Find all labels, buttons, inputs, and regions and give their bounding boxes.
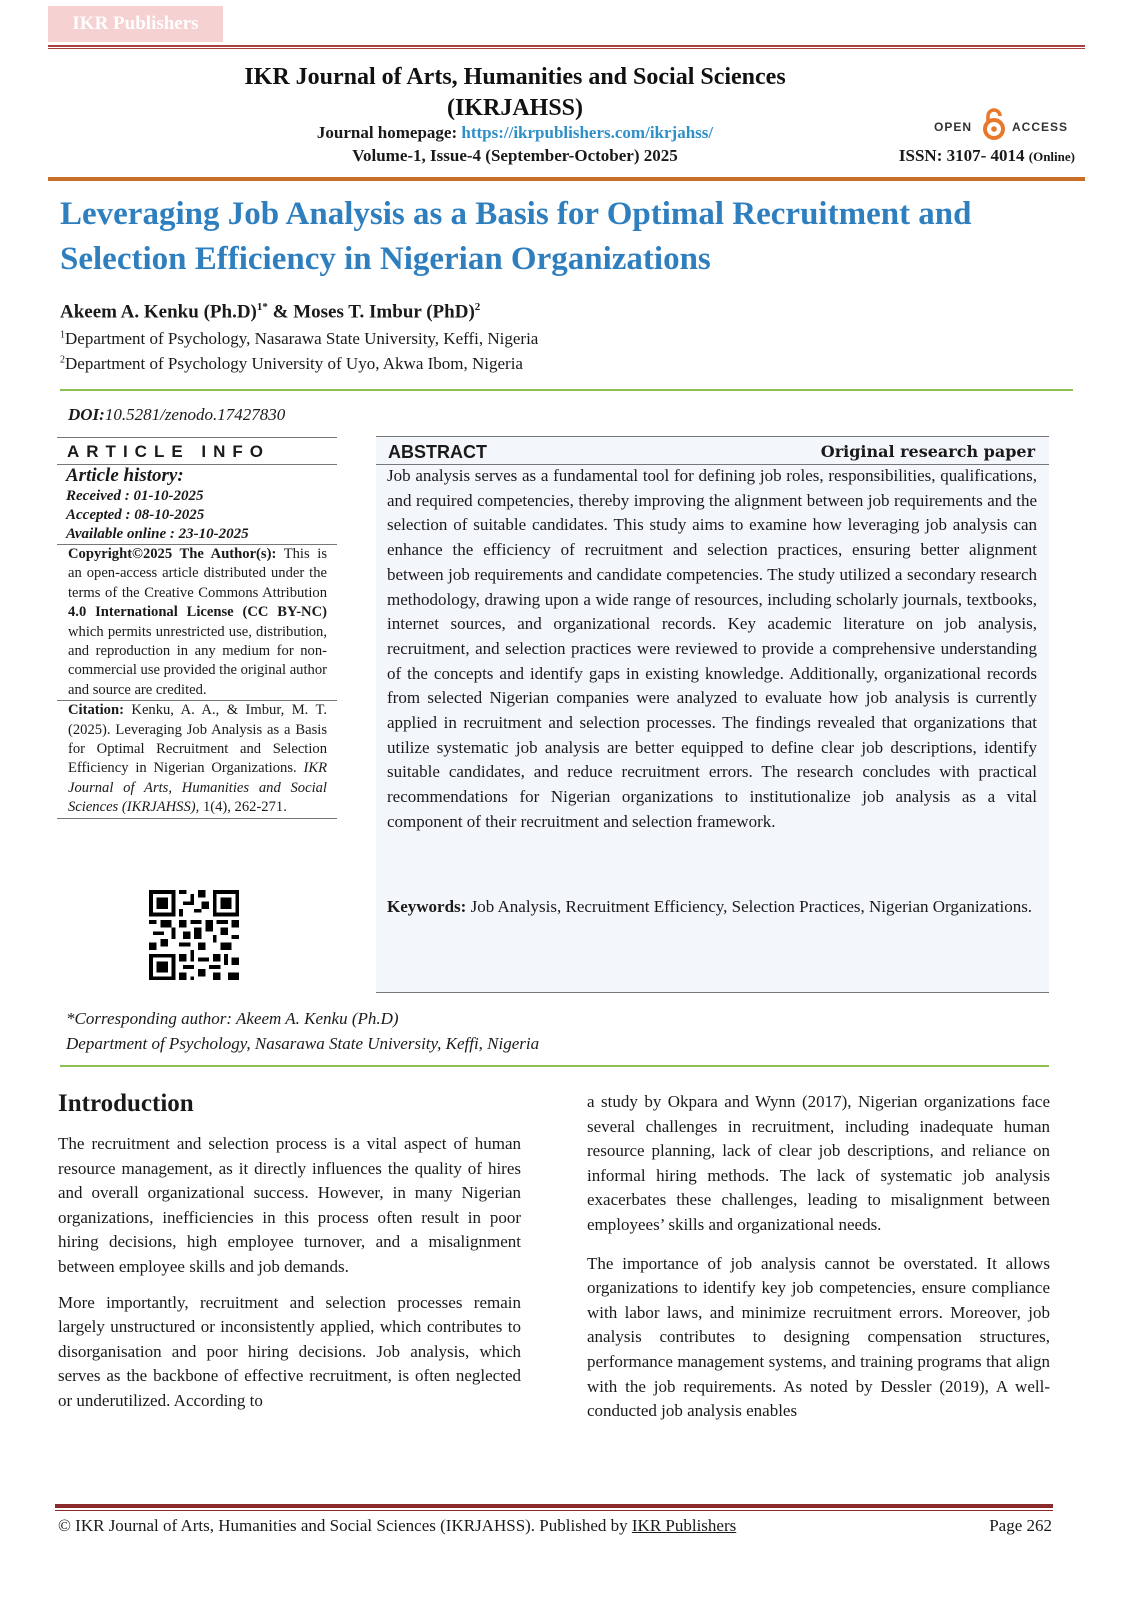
article-info-column: [57, 437, 337, 819]
abstract-text: Job analysis serves as a fundamental tool for defining job roles, responsibilities, qualifications, and required competencies, thereby improving the alignment between job requirements and the selection of suitable candidates. This study aims to examine how leveraging job analysis can enhance the efficiency of recruitment and selection practices, ensuring better alignment between job requirements and candidate competencies. The study utilized a secondary research methodology, drawing upon a wide range of resources, including scholarly journals, textbooks, internet sources, and organizational records. Key academic literature on job analysis, recruitment, and selection practices were reviewed to provide a comprehensive understanding of the concepts and identify gaps in existing knowledge. Additionally, organizational records from selected Nigerian companies were analyzed to evaluate how job analysis is currently applied in recruitment and selection processes. The findings revealed that organizations that utilize systematic job analysis are better equipped to define clear job descriptions, identify suitable candidates, and reduce recruitment errors. The research concludes with practical recommendations for Nigerian organizations to institutionalize job analysis as a vital component of their recruitment and selection framework.: [387, 466, 1037, 831]
authors: Akeem A. Kenku $(Ph.D)^{1*}$ & Moses T. Imbur (PhD)$^2$: [60, 301, 481, 323]
paper-type: Original research paper: [820, 442, 1035, 461]
citation: Citation: Kenku, A. A., & Imbur, M. T. (2025). Leveraging Job Analysis as a Basis for Optimal Recruitment and Selection Efficiency in Nigerian Organizations. IKR Journal of Arts, Humanities and Social Sciences (IKRJAHSS), 1(4), 262-271.: [68, 702, 327, 816]
affiliation-1: $^1$Department of Psychology, Nasarawa State University, Keffi, Nigeria: [60, 329, 539, 348]
body-paragraph: The recruitment and selection process is a vital aspect of human resource management, as it directly influences the quality of hires and overall organizational success. However, in many Nigerian organizations, inefficiencies in this process often result in poor hiring decisions, high employee turnover, and a misalignment between employee skills and job demands.: [58, 1134, 521, 1276]
publisher-badge: IKR Publishers: [48, 6, 223, 42]
doi: DOI:10.5281/zenodo.17427830: [68, 405, 286, 424]
accepted-date: Accepted : 08-10-2025: [66, 507, 205, 523]
issn: ISSN: 3107- 4014 (Online): [898, 146, 1075, 165]
header-orange-rule: [48, 177, 1085, 181]
header-rule: [48, 45, 1085, 49]
divider-green-2: [60, 1065, 1049, 1067]
section-heading-introduction: Introduction: [58, 1090, 194, 1117]
divider-green: [60, 389, 1073, 391]
article-history-label: Article history:: [66, 465, 184, 486]
open-access-logo: OPEN ACCESS: [934, 106, 1074, 144]
abstract-box: [376, 436, 1049, 993]
qr-code-icon[interactable]: [146, 890, 242, 980]
doi-link[interactable]: 10.5281/zenodo.17427830: [104, 405, 286, 424]
abstract-heading: ABSTRACT: [388, 442, 487, 462]
footer-text: © IKR Journal of Arts, Humanities and Social Sciences (IKRJAHSS). Published by IKR Publishers: [58, 1516, 737, 1535]
paper-title: Leveraging Job Analysis as a Basis for Optimal Recruitment and Selection Efficiency in Nigerian Organizations: [60, 196, 972, 277]
received-date: Received : 01-10-2025: [66, 488, 204, 504]
publisher-link[interactable]: IKR Publishers: [631, 1516, 737, 1535]
body-column-left: [58, 1088, 521, 1425]
article-info-heading: ARTICLE INFO: [67, 442, 270, 461]
affiliation-2: $^2$Department of Psychology University of Uyo, Akwa Ibom, Nigeria: [60, 354, 523, 373]
body-paragraph: The importance of job analysis cannot be overstated. It allows organizations to identify key job competencies, ensure compliance with labor laws, and minimize recruitment errors. Moreover, job analysis contributes to designing compensation structures, performance management systems, and training programs that align with the job requirements. As noted by Dessler (2019), A well-conducted job analysis enables: [587, 1253, 1050, 1421]
copyright-notice: Copyright©2025 The Author(s): This is an open-access article distributed under the terms of the Creative Commons Attribution 4.0 International License (CC BY-NC) which permits unrestricted use, distribution, and reproduction in any medium for non-commercial use provided the original author and source are credited.: [68, 546, 327, 698]
open-access-lock-icon: [981, 108, 1007, 140]
footer-rule: [55, 1504, 1053, 1508]
journal-volume: Volume-1, Issue-4 (September-October) 2025: [352, 146, 678, 165]
keywords: Keywords: Job Analysis, Recruitment Efficiency, Selection Practices, Nigerian Organizations.: [387, 897, 1033, 916]
body-paragraph: a study by Okpara and Wynn (2017), Nigerian organizations face several challenges in recruitment, including inadequate human resource planning, lack of clear job descriptions, and reliance on informal hiring methods. The lack of systematic job analysis exacerbates these challenges, leading to misalignment between employees’ skills and organizational needs.: [587, 1092, 1050, 1234]
journal-title: IKR Journal of Arts, Humanities and Social Sciences (IKRJAHSS): [244, 64, 786, 121]
available-date: Available online : 23-10-2025: [66, 526, 249, 542]
page-number: Page 262: [989, 1516, 1052, 1535]
journal-homepage: Journal homepage: https://ikrpublishers.com/ikrjahss/: [316, 123, 714, 142]
homepage-link[interactable]: https://ikrpublishers.com/ikrjahss/: [461, 123, 714, 142]
body-paragraph: More importantly, recruitment and selection processes remain largely unstructured or inconsistently applied, which contributes to disorganisation and poor hiring decisions. Job analysis, which serves as the backbone of effective recruitment, is often neglected or underutilized. According to: [58, 1292, 521, 1410]
body-column-right: [587, 1090, 1050, 1435]
corresponding-author: *Corresponding author: Akeem A. Kenku (Ph.D) Department of Psychology, Nasarawa State University, Keffi, Nigeria: [66, 1009, 540, 1053]
